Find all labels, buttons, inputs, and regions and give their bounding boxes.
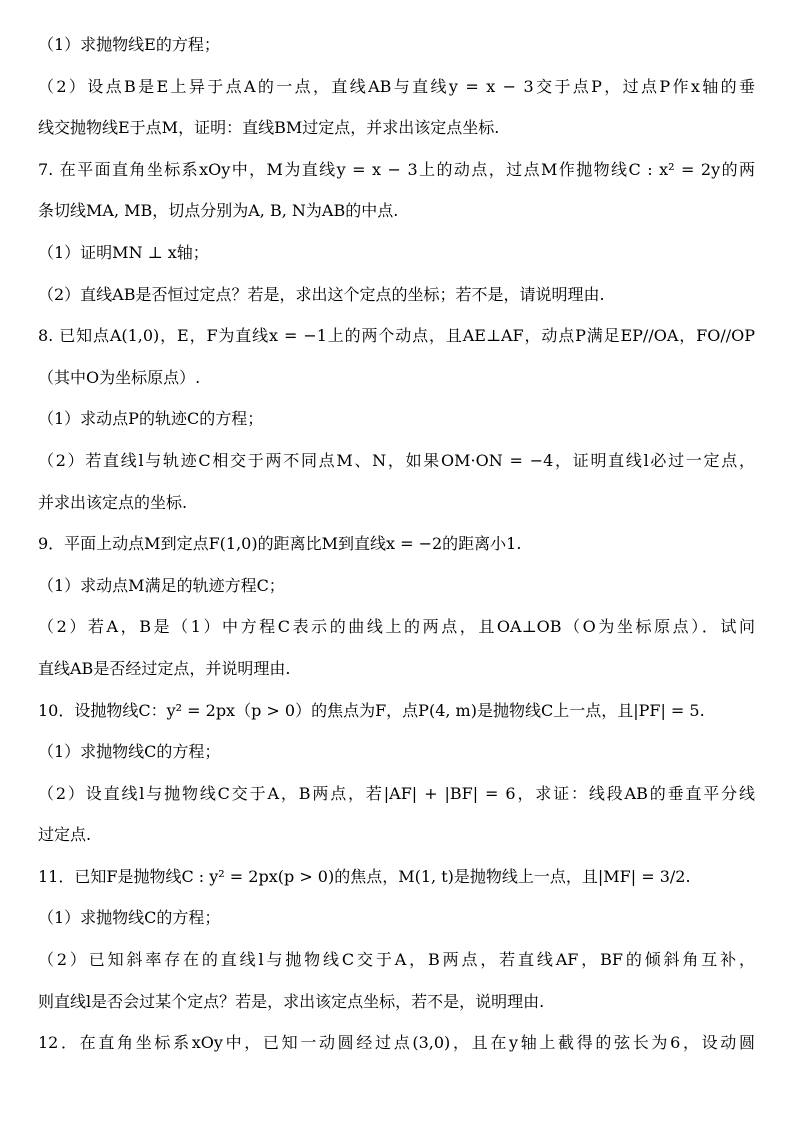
problem-8-part-2-line-1: （2）若直线l与轨迹C相交于两不同点M、N，如果OM·ON = −4，证明直线l必过一定点， bbox=[38, 450, 755, 470]
part-2-question-e-line-2: 线交抛物线E于点M，证明：直线BM过定点，并求出该定点坐标. bbox=[38, 118, 500, 138]
problem-7-line-1: 7. 在平面直角坐标系xOy中，M为直线y = x − 3上的动点，过点M作抛物线C : x² = 2y的两 bbox=[38, 159, 755, 179]
problem-10-part-2-line-2: 过定点. bbox=[38, 825, 92, 845]
problem-11-line-1: 11．已知F是抛物线C : y² = 2px(p > 0)的焦点，M(1, t)是抛物线上一点，且|MF| = 3/2. bbox=[38, 866, 691, 886]
problem-9-part-2-line-1: （2）若A，B是（1）中方程C表示的曲线上的两点，且OA⊥OB（O为坐标原点）．试问 bbox=[38, 617, 755, 637]
problem-8-part-1: （1）求动点P的轨迹C的方程； bbox=[38, 409, 264, 429]
problem-11-part-1: （1）求抛物线C的方程； bbox=[38, 908, 221, 928]
problem-7-part-2: （2）直线AB是否恒过定点？若是，求出这个定点的坐标；若不是，请说明理由. bbox=[38, 284, 605, 304]
problem-8-line-1: 8. 已知点A(1,0)，E，F为直线x = −1上的两个动点，且AE⊥AF，动点P满足EP//OA，FO//OP bbox=[38, 326, 755, 346]
part-1-question-e: （1）求抛物线E的方程； bbox=[38, 35, 220, 54]
problem-11-part-2-line-1: （2）已知斜率存在的直线l与抛物线C交于A，B两点，若直线AF，BF的倾斜角互补， bbox=[38, 950, 755, 970]
problem-10-part-1: （1）求抛物线C的方程； bbox=[38, 742, 221, 762]
problem-9-line-1: 9．平面上动点M到定点F(1,0)的距离比M到直线x = −2的距离小1. bbox=[38, 534, 522, 554]
problem-10-part-2-line-1: （2）设直线l与抛物线C交于A，B两点，若|AF| + |BF| = 6，求证：线段AB的垂直平分线 bbox=[38, 783, 755, 803]
problem-12-line-1: 12．在直角坐标系xOy中，已知一动圆经过点(3,0)，且在y轴上截得的弦长为6，设动圆 bbox=[38, 1033, 755, 1053]
problem-10-line-1: 10．设抛物线C：y² = 2px（p > 0）的焦点为F，点P(4, m)是抛物线C上一点，且|PF| = 5. bbox=[38, 700, 705, 720]
part-2-question-e-line-1: （2）设点B是E上异于点A的一点，直线AB与直线y = x − 3交于点P，过点P作x轴的垂 bbox=[38, 76, 755, 96]
problem-7-part-1: （1）证明MN ⊥ x轴； bbox=[38, 242, 209, 262]
problem-11-part-2-line-2: 则直线l是否会过某个定点？若是，求出该定点坐标，若不是，说明理由. bbox=[38, 991, 545, 1011]
problem-8-line-2: （其中O为坐标原点）. bbox=[38, 367, 201, 387]
problem-9-part-1: （1）求动点M满足的轨迹方程C； bbox=[38, 575, 285, 595]
problem-8-part-2-line-2: 并求出该定点的坐标. bbox=[38, 492, 188, 512]
problem-9-part-2-line-2: 直线AB是否经过定点，并说明理由. bbox=[38, 658, 291, 678]
problem-7-line-2: 条切线MA, MB，切点分别为A, B, N为AB的中点. bbox=[38, 201, 399, 221]
